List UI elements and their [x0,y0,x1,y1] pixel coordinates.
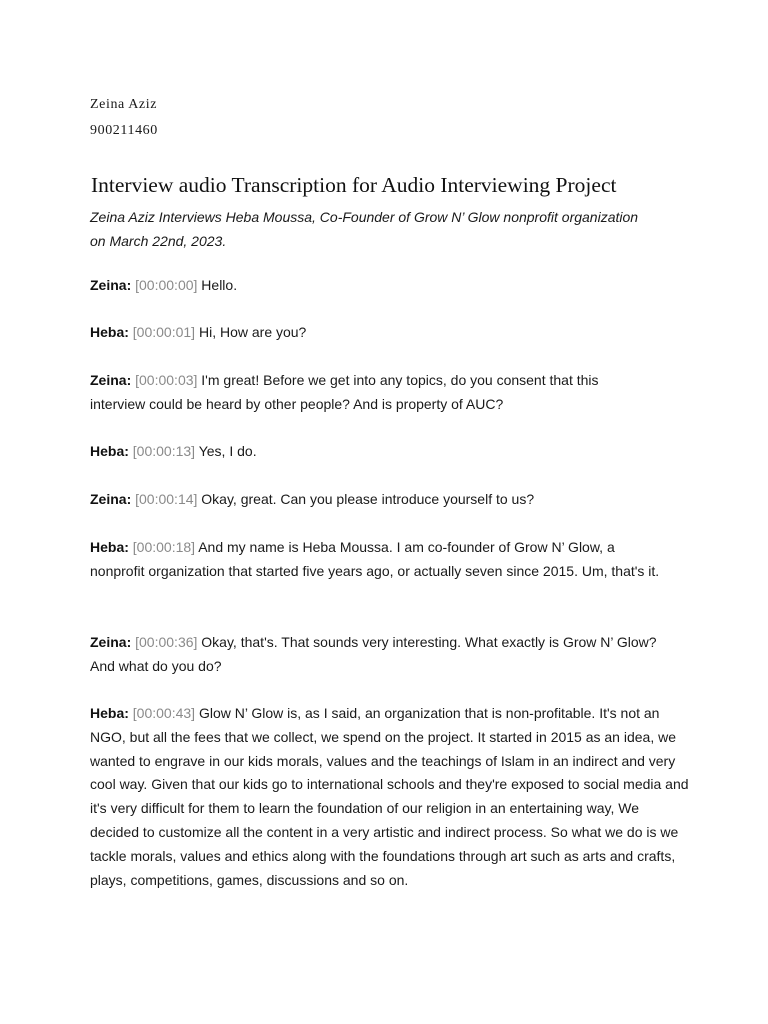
transcript-entry [90,321,710,345]
utterance-text: Okay, that's. That sounds very interesting. What exactly is Grow N’ Glow? And what do you do? [90,634,657,674]
timestamp: [00:00:18] [132,539,196,555]
utterance-text: Yes, I do. [198,443,257,459]
timestamp: [00:00:03] [135,372,198,388]
speaker-label: Heba: [90,539,129,555]
speaker-label: Heba: [90,705,129,721]
utterance-text: I'm great! Before we get into any topics, do you consent that this interview could be heard by other people? And is property of AUC? [90,372,599,412]
timestamp: [00:00:43] [132,705,196,721]
transcript-entry [90,702,690,892]
speaker-label: Zeina: [90,491,132,507]
transcript-entry [90,536,672,584]
speaker-label: Heba: [90,443,129,459]
transcript-entry [90,274,710,298]
speaker-label: Zeina: [90,277,132,293]
transcript-entry [90,488,710,512]
speaker-label: Heba: [90,324,129,340]
timestamp: [00:00:14] [135,491,198,507]
transcript-entry [90,440,710,464]
utterance-text: Hi, How are you? [198,324,307,340]
student-id: 900211460 [90,123,158,138]
transcript-entry [90,631,670,679]
speaker-label: Zeina: [90,372,132,388]
utterance-text: And my name is Heba Moussa. I am co-founder of Grow N’ Glow, a nonprofit organization that started five years ago, or actually seven since 2015. Um, that's it. [90,539,660,579]
utterance-text: Okay, great. Can you please introduce yourself to us? [201,491,535,507]
timestamp: [00:00:13] [132,443,196,459]
timestamp: [00:00:01] [132,324,196,340]
timestamp: [00:00:00] [135,277,198,293]
document-title: Interview audio Transcription for Audio Interviewing Project [91,173,617,197]
author-name: Zeina Aziz [90,97,158,112]
document-subtitle: Zeina Aziz Interviews Heba Moussa, Co-Founder of Grow N’ Glow nonprofit organization on March 22nd, 2023. [90,209,639,249]
transcript-entry [90,369,650,417]
utterance-text: Glow N’ Glow is, as I said, an organization that is non-profitable. It's not an NGO, but all the fees that we collect, we spend on the project. It started in 2015 as an idea, we wanted to engrave in our kids morals, values and the teachings of Islam in an indirect and very cool way. Given that our kids go to international schools and they're exposed to social media and it's very difficult for them to learn the foundation of our religion in an entertaining way, We decided to customize all the content in a very artistic and indirect process. So what we do is we tackle morals, values and ethics along with the foundations through art such as arts and crafts, plays, competitions, games, discussions and so on. [90,705,689,888]
speaker-label: Zeina: [90,634,132,650]
utterance-text: Hello. [201,277,238,293]
timestamp: [00:00:36] [135,634,198,650]
